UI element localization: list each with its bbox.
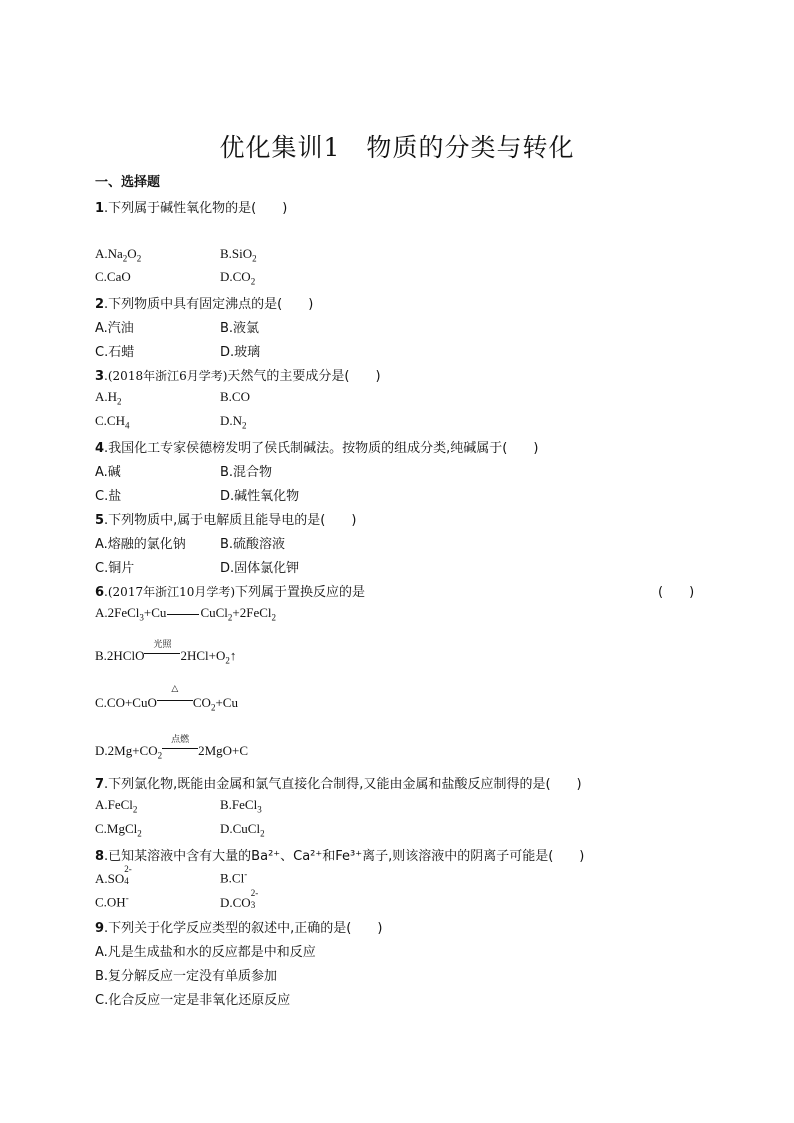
option-a: A.FeCl$_2$: [95, 797, 138, 815]
question-text: .下列关于化学反应类型的叙述中,正确的是( ): [104, 921, 383, 936]
option-d: D.CO 2- 3: [220, 888, 259, 910]
option-b: B.CO: [220, 389, 250, 404]
option-a: A.汽油: [95, 321, 134, 336]
question-text: .下列物质中,属于电解质且能导电的是( ): [104, 513, 357, 528]
page-title: 优化集训1 物质的分类与转化: [219, 133, 575, 162]
option-b: B.FeCl$_3$: [220, 797, 262, 815]
option-c: C.铜片: [95, 561, 135, 576]
section-heading: 一、选择题: [95, 175, 161, 190]
option-c: C.OH-: [95, 893, 129, 910]
reaction-condition: 点燃: [162, 741, 198, 755]
option-a: A.SO 2- 4: [95, 864, 132, 886]
option-d: $D.2Mg+CO_2$ 点燃 2MgO+C: [95, 735, 249, 761]
option-a: $A.Na_2O_2$: [95, 246, 142, 264]
option-c: C.石蜡: [95, 345, 135, 360]
question-text: 下列属于置换反应的是: [235, 585, 366, 600]
option-d: D.CuCl$_2$: [220, 821, 265, 839]
option-a: A.碱: [95, 465, 121, 480]
option-b: B.混合物: [220, 465, 273, 480]
option-c: C.化合反应一定是非氧化还原反应: [95, 993, 291, 1008]
question-1: [95, 197, 287, 216]
question-number: 5: [95, 513, 105, 528]
option-a: A.熔融的氯化钠: [95, 537, 186, 552]
option-d: D.玻璃: [220, 345, 261, 360]
option-b: B.Cl-: [220, 869, 248, 886]
question-source: .(2018年浙江6月学考): [104, 369, 228, 383]
option-a: $A.H_2$: [95, 389, 122, 407]
question-text: .我国化工专家侯德榜发明了侯氏制碱法。按物质的组成分类,纯碱属于( ): [104, 441, 539, 456]
option-c: C.MgCl$_2$: [95, 821, 142, 839]
question-number: 7: [95, 777, 105, 792]
question-number: 9: [95, 921, 105, 936]
question-6: [95, 581, 365, 600]
option-d: $D.N_2$: [220, 413, 247, 431]
option-c: $C.CH_4$: [95, 413, 130, 431]
answer-paren: ( ): [658, 585, 695, 600]
question-text: .下列物质中具有固定沸点的是( ): [104, 297, 314, 312]
question-source: .(2017年浙江10月学考): [104, 585, 236, 599]
question-number: 6: [95, 585, 105, 600]
question-number: 8: [95, 849, 105, 864]
question-3: [95, 365, 381, 384]
question-8: [95, 845, 584, 864]
question-text: .已知某溶液中含有大量的Ba²⁺、Ca²⁺和Fe³⁺离子,则该溶液中的阴离子可能是( ): [104, 849, 585, 864]
option-b: B.液氯: [220, 321, 260, 336]
question-text: .下列属于碱性氧化物的是( ): [104, 201, 288, 216]
question-5: [95, 509, 356, 528]
reaction-condition: △: [157, 693, 193, 707]
question-9: [95, 917, 382, 936]
option-c: C.CaO: [95, 269, 131, 284]
question-number: 1: [95, 201, 105, 216]
reaction-condition: 光照: [144, 646, 180, 660]
option-b: B.2HClO 光照 $2HCl+O_2↑$: [95, 640, 237, 666]
question-2: [95, 293, 313, 312]
option-d: D.固体氯化钾: [220, 561, 300, 576]
option-b: B.复分解反应一定没有单质参加: [95, 969, 278, 984]
option-b: B.SiO$_2$: [220, 246, 257, 264]
question-number: 4: [95, 441, 105, 456]
question-text: .下列氯化物,既能由金属和氯气直接化合制得,又能由金属和盐酸反应制得的是( ): [104, 777, 582, 792]
question-number: 3: [95, 369, 105, 384]
option-a: A.凡是生成盐和水的反应都是中和反应: [95, 945, 316, 960]
question-7: [95, 773, 582, 792]
equals-bar: [167, 614, 199, 615]
option-d: $D.CO_2$: [220, 269, 256, 287]
option-c: C.盐: [95, 489, 122, 504]
option-a: A.2FeCl$_3$+Cu CuCl$_2$+2FeCl$_2$: [95, 605, 277, 623]
option-d: D.碱性氧化物: [220, 489, 300, 504]
option-c: C.CO+CuO △ $CO_2+Cu$: [95, 684, 238, 713]
option-b: B.硫酸溶液: [220, 537, 286, 552]
question-number: 2: [95, 297, 105, 312]
question-4: [95, 437, 538, 456]
question-text: 天然气的主要成分是( ): [227, 369, 381, 384]
